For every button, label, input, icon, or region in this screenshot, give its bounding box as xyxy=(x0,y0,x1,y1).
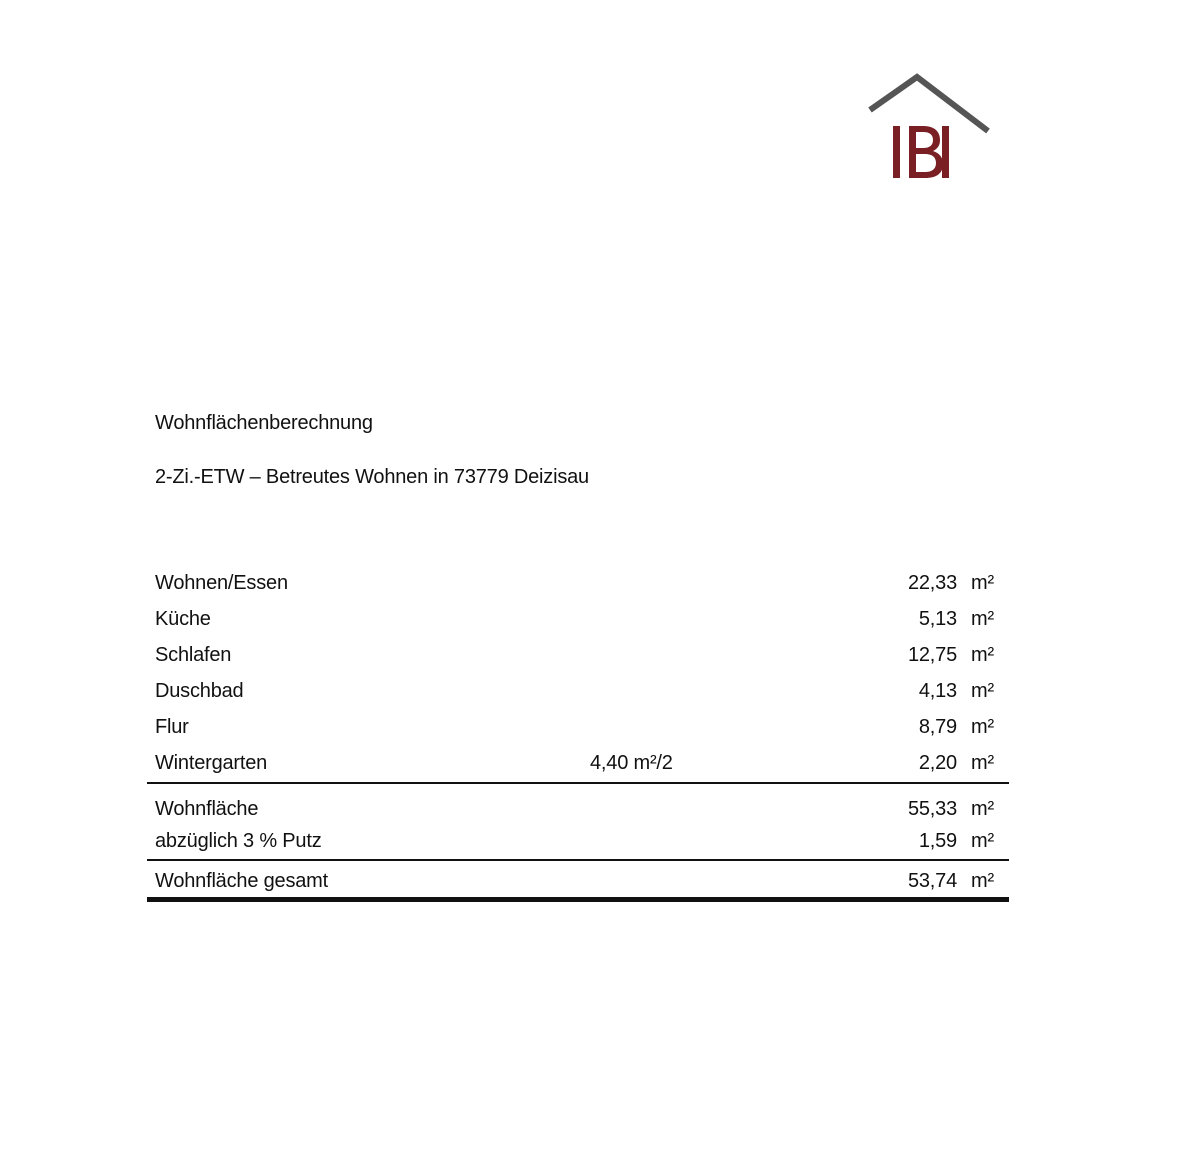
room-note: 4,40 m²/2 xyxy=(590,752,673,774)
room-label: Wohnen/Essen xyxy=(155,572,288,594)
table-row xyxy=(147,710,1009,746)
total-value: 53,74 xyxy=(907,870,957,892)
room-label: Küche xyxy=(155,608,211,630)
room-label: Flur xyxy=(155,716,189,738)
room-unit: m² xyxy=(971,572,994,594)
room-value: 4,13 xyxy=(918,680,957,702)
room-unit: m² xyxy=(971,680,994,702)
room-label: Schlafen xyxy=(155,644,232,666)
logo-letters xyxy=(893,126,949,178)
total-label: Wohnfläche gesamt xyxy=(155,870,328,892)
deduction-value: 1,59 xyxy=(918,830,957,852)
subtotal-unit: m² xyxy=(971,798,994,820)
total-unit: m² xyxy=(971,870,994,892)
ibi-logo xyxy=(862,70,998,188)
room-value: 2,20 xyxy=(918,752,957,774)
table-row xyxy=(147,746,1009,784)
room-value: 5,13 xyxy=(918,608,957,630)
logo-roof xyxy=(870,77,988,131)
deduction-label: abzüglich 3 % Putz xyxy=(155,830,322,852)
deduction-row xyxy=(147,827,1009,861)
room-unit: m² xyxy=(971,644,994,666)
subtotal-value: 55,33 xyxy=(907,798,957,820)
area-table xyxy=(147,566,1009,902)
table-row xyxy=(147,566,1009,602)
document-subtitle: 2-Zi.-ETW – Betreutes Wohnen in 73779 Deizisau xyxy=(155,466,589,488)
room-label: Wintergarten xyxy=(155,752,268,774)
deduction-unit: m² xyxy=(971,830,994,852)
room-label: Duschbad xyxy=(155,680,244,702)
table-row xyxy=(147,674,1009,710)
table-row xyxy=(147,602,1009,638)
room-value: 22,33 xyxy=(907,572,957,594)
room-unit: m² xyxy=(971,608,994,630)
subtotal-label: Wohnfläche xyxy=(155,798,259,820)
room-unit: m² xyxy=(971,716,994,738)
total-row xyxy=(147,861,1009,902)
room-value: 8,79 xyxy=(918,716,957,738)
table-row xyxy=(147,638,1009,674)
room-value: 12,75 xyxy=(907,644,957,666)
room-unit: m² xyxy=(971,752,994,774)
subtotal-row xyxy=(147,792,1009,827)
document-title: Wohnflächenberechnung xyxy=(155,412,373,434)
